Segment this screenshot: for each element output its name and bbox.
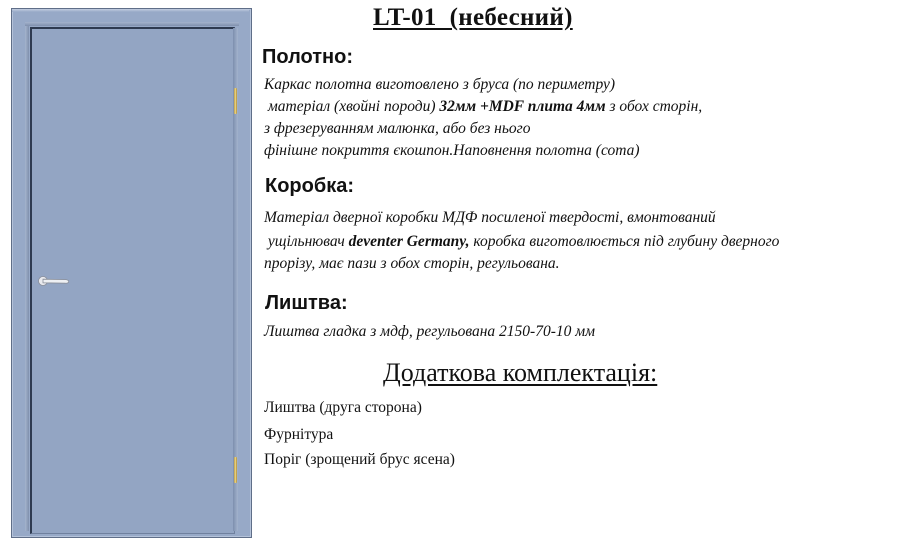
korobka-line-2: ущільнювач deventer Germany, коробка виготовлюється під глубину дверного (264, 233, 780, 250)
polotno-line-4: фінішне покриття єкошпон.Наповнення полотна (сота) (264, 142, 640, 159)
door-handle-icon (38, 275, 70, 287)
lyshtva-line-1: Лиштва гладка з мдф, регульована 2150-70-10 мм (264, 323, 596, 340)
door-frame-inner-left (25, 22, 29, 531)
korobka-line-3: прорізу, має пази з обох сторін, регульована. (264, 255, 560, 272)
hinge-bottom (234, 457, 237, 483)
section-heading-lyshtva: Лиштва: (265, 292, 348, 314)
door-frame-inner-top (25, 22, 239, 26)
section-heading-polotno: Полотно: (262, 46, 354, 68)
section-heading-korobka: Коробка: (265, 175, 355, 197)
extras-heading: Додаткова комплектація: (383, 358, 658, 387)
hinge-top (234, 88, 237, 114)
korobka-line-1: Матеріал дверної коробки МДФ посиленої твердості, вмонтований (264, 209, 716, 226)
door-illustration (11, 8, 252, 538)
extras-item: Лиштва (друга сторона) (264, 399, 422, 416)
page-title: LT-01 (небесний) (373, 4, 573, 31)
extras-item: Поріг (зрощений брус ясена) (264, 451, 455, 468)
polotno-line-3: з фрезеруванням малюнка, або без нього (264, 120, 531, 137)
extras-item: Фурнітура (264, 426, 334, 443)
door-frame-top-shade (12, 9, 249, 12)
polotno-line-1: Каркас полотна виготовлено з бруса (по периметру) (264, 76, 616, 93)
polotno-line-2: матеріал (хвойні породи) 32мм +MDF плита 4мм з обох сторін, (264, 98, 703, 115)
